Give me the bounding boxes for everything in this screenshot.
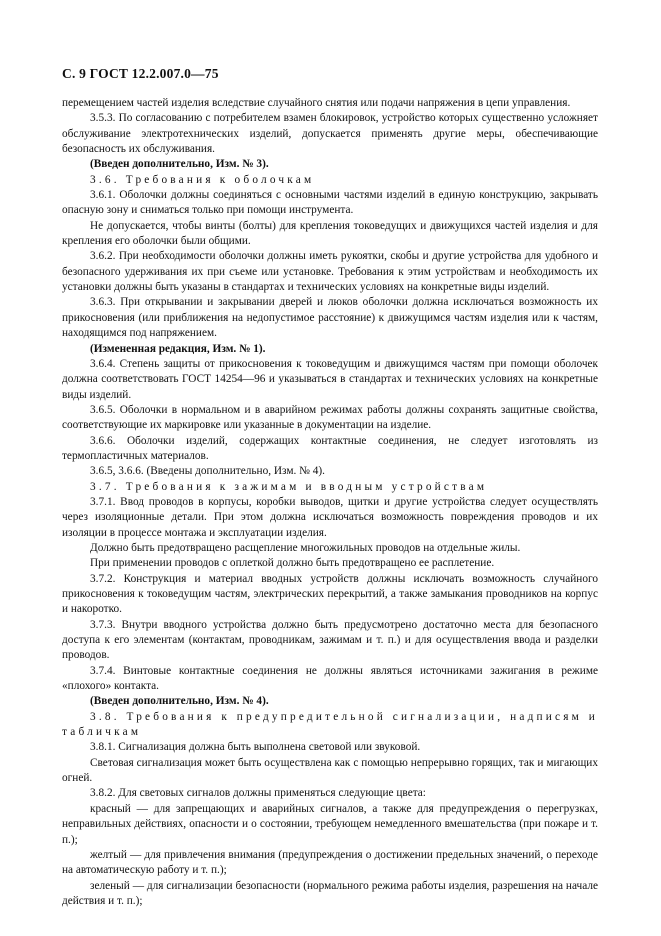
paragraph-3-6-3: 3.6.3. При открывании и закрывании дверей и люков оболочки должна исключаться возможность их прикосновения (или приближения на недопустимое расстояние) к движущимся частям изделия или к частям, находящимся под напряжением. [62, 296, 598, 340]
document-body [62, 96, 598, 909]
page-header: С. 9 ГОСТ 12.2.007.0—75 [62, 66, 219, 81]
paragraph-3-7-3: 3.7.3. Внутри вводного устройства должно быть предусмотрено достаточно места для безопасного доступа к его элементам (контактам, проводникам, зажимам и т. п.) и для осуществления ввода и разделки проводов. [62, 618, 598, 662]
paragraph-3-6-4: 3.6.4. Степень защиты от прикосновения к токоведущим и движущимся частям при помощи оболочек должна соответствовать ГОСТ 14254—96 и указываться в стандартах и технических условиях на конкретные виды изделий. [62, 357, 598, 401]
paragraph: Световая сигнализация может быть осуществлена как с помощью непрерывно горящих, так и мигающих огней. [62, 756, 598, 785]
color-item-red: красный — для запрещающих и аварийных сигналов, а также для предупреждения о перегрузках, неправильных действиях, опасности и о состоянии, требующем немедленного вмешательства (при пожаре и т. п.); [62, 802, 598, 846]
color-item-yellow: желтый — для привлечения внимания (предупреждения о достижении предельных значений, о переходе на автоматическую работу и т. п.); [62, 848, 598, 877]
paragraph-3-8-2: 3.8.2. Для световых сигналов должны применяться следующие цвета: [90, 787, 426, 800]
paragraph-3-6-6: 3.6.6. Оболочки изделий, содержащих контактные соединения, не следует изготовлять из термопластичных материалов. [62, 434, 598, 462]
paragraph-3-8-1: 3.8.1. Сигнализация должна быть выполнена световой или звуковой. [90, 741, 421, 754]
paragraph: Должно быть предотвращено расщепление многожильных проводов на отдельные жилы. [90, 541, 521, 554]
paragraph-3-5-3: 3.5.3. По согласованию с потребителем взамен блокировок, устройство которых существенно усложняет обслуживание электротехнических изделий, допускается применять другие меры, обеспечивающие безопасность их обслуживания. [62, 112, 598, 156]
amendment-note: 3.6.5, 3.6.6. (Введены дополнительно, Изм. № 4). [90, 465, 325, 478]
paragraph-3-7-1: 3.7.1. Ввод проводов в корпусы, коробки выводов, щитки и другие устройства следует осуществлять через изоляционные детали. При этом должна исключаться возможность повреждения проводов и их изоляции в процессе монтажа и эксплуатации изделия. [62, 495, 598, 539]
amendment-note: (Введен дополнительно, Изм. № 4). [90, 695, 269, 708]
paragraph-3-7-2: 3.7.2. Конструкция и материал вводных устройств должны исключать возможность случайного прикосновения к токоведущим частям, электрических перекрытий, а также замыкания проводников на корпус и накоротко. [62, 572, 598, 616]
amendment-note: (Измененная редакция, Изм. № 1). [90, 342, 266, 355]
paragraph-3-6-1: 3.6.1. Оболочки должны соединяться с основными частями изделий в единую конструкцию, закрывать опасную зону и сниматься только при помощи инструмента. [62, 189, 598, 217]
section-heading-3-8: 3.8. Требования к предупредительной сигнализации, надписям и табличкам [62, 710, 598, 739]
section-heading-3-6: 3.6. Требования к оболочкам [90, 173, 315, 186]
paragraph-3-6-2: 3.6.2. При необходимости оболочки должны иметь рукоятки, скобы и другие устройства для удобного и безопасного удерживания их при съеме или установке. Требования к этим устройствам и необходимость их установки должны быть указаны в стандартах и технических условиях на конкретные виды изделий. [62, 250, 598, 294]
color-item-green: зеленый — для сигнализации безопасности (нормального режима работы изделия, разрешения на начале действия и т. п.); [62, 879, 598, 907]
section-heading-3-7: 3.7. Требования к зажимам и вводным устройствам [90, 480, 488, 493]
amendment-note: (Введен дополнительно, Изм. № 3). [90, 158, 269, 171]
paragraph-3-6-5: 3.6.5. Оболочки в нормальном и в аварийном режимах работы должны сохранять защитные свойства, соответствующие их маркировке или указанные в документации на изделие. [62, 403, 598, 432]
paragraph: Не допускается, чтобы винты (болты) для крепления токоведущих и движущихся частей изделия и для крепления его оболочки были общими. [62, 219, 598, 248]
paragraph-3-7-4: 3.7.4. Винтовые контактные соединения не должны являться источниками зажигания в режиме «плохого» контакта. [62, 664, 598, 693]
paragraph: перемещением частей изделия вследствие случайного снятия или подачи напряжения в цепи управления. [62, 97, 571, 109]
paragraph: При применении проводов с оплеткой должно быть предотвращено ее расплетение. [90, 557, 495, 570]
